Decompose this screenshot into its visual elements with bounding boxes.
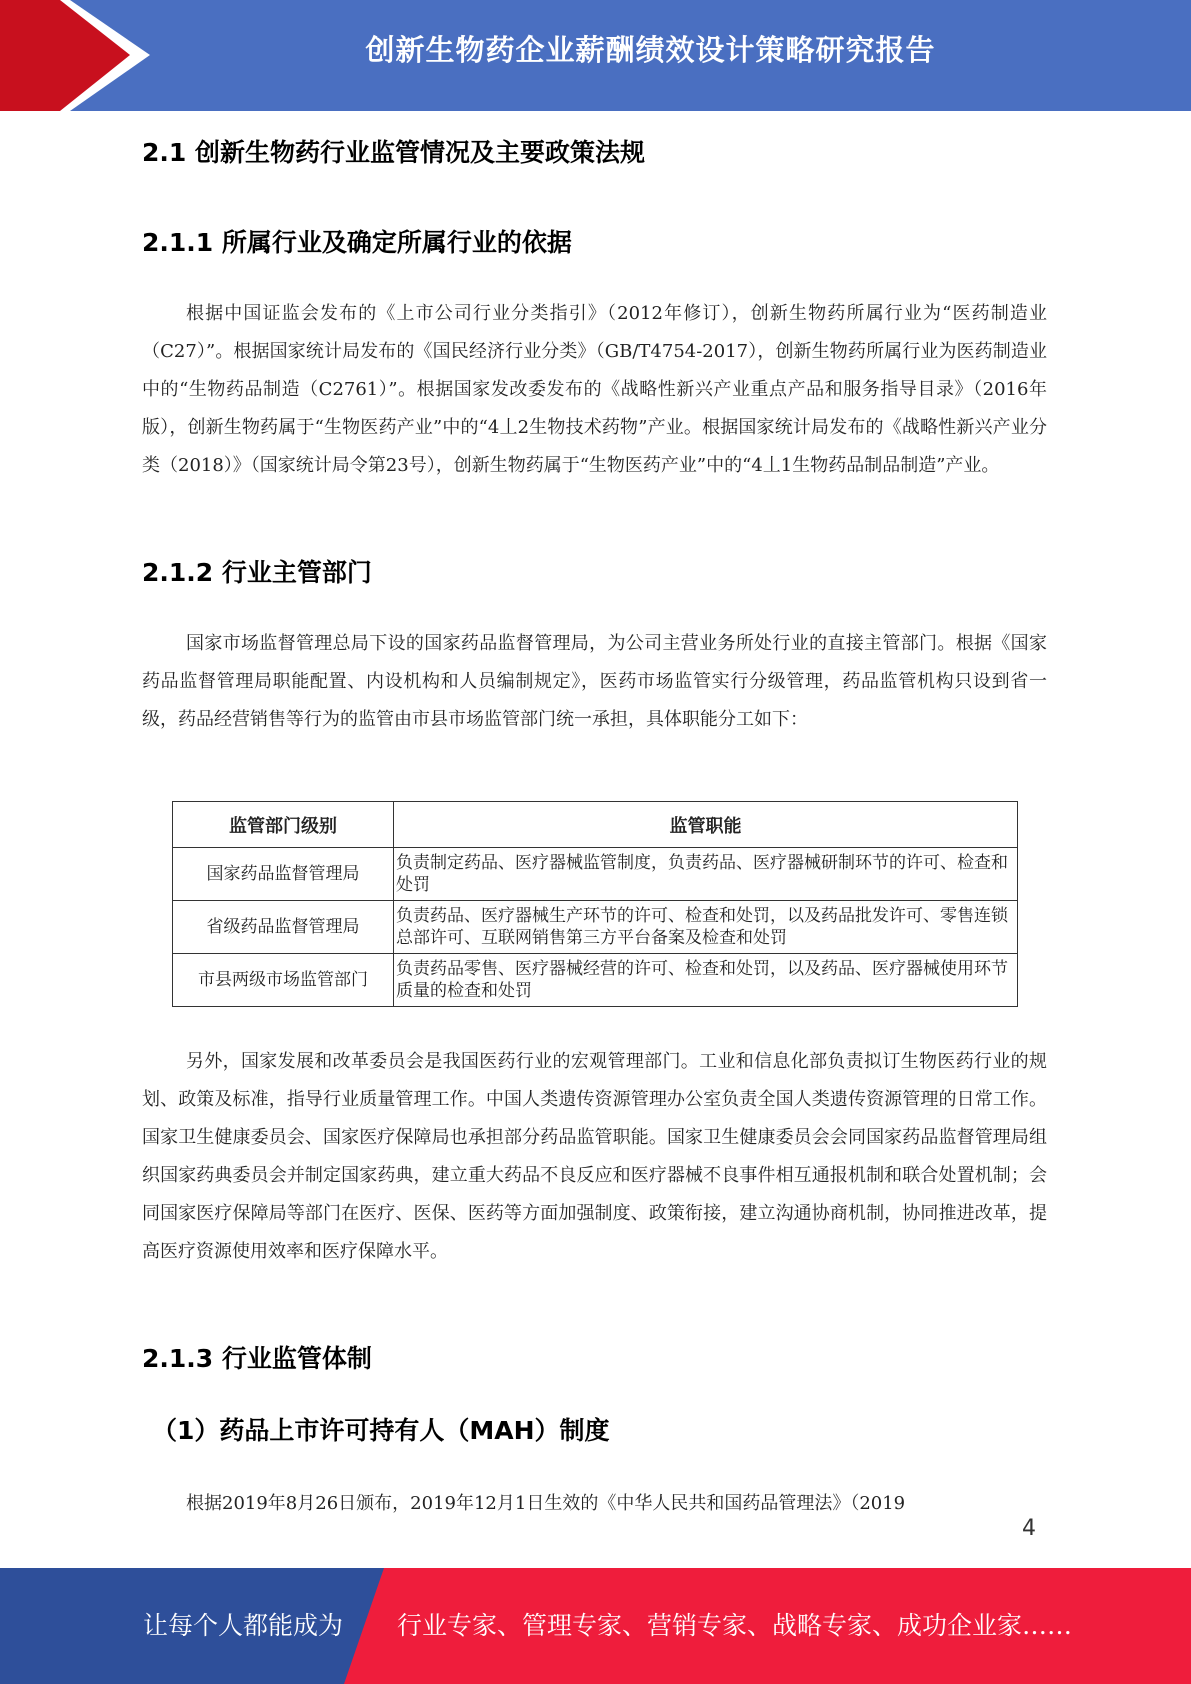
table-cell-level: 国家药品监督管理局 (173, 848, 394, 901)
page-header (0, 0, 1191, 111)
footer-slogan-right: 行业专家、管理专家、营销专家、战略专家、成功企业家…… (397, 1611, 1073, 1640)
table-cell-level: 省级药品监督管理局 (173, 901, 394, 954)
table-row (173, 901, 1018, 954)
paragraph-regulator: 国家市场监督管理总局下设的国家药品监督管理局，为公司主营业务所处行业的直接主管部门。根据《国家药品监督管理局职能配置、内设机构和人员编制规定》，医药市场监管实行分级管理，药品监管机构只设到省一级，药品经营销售等行为的监管由市县市场监管部门统一承担，具体职能分工如下： (142, 633, 1047, 730)
table-row (173, 848, 1018, 901)
table-header-level: 监管部门级别 (173, 802, 394, 848)
report-title: 创新生物药企业薪酬绩效设计策略研究报告 (365, 33, 936, 67)
section-heading-2-1-2: 2.1.2 行业主管部门 (142, 558, 372, 587)
footer-slogan-left: 让每个人都能成为 (143, 1611, 344, 1640)
table-row (173, 954, 1018, 1007)
regulation-table (172, 801, 1018, 1007)
section-heading-2-1-3: 2.1.3 行业监管体制 (142, 1344, 372, 1373)
table-cell-duty: 负责药品零售、医疗器械经营的许可、检查和处罚，以及药品、医疗器械使用环节质量的检查和处罚 (394, 954, 1018, 1007)
table-header-duty: 监管职能 (394, 802, 1018, 848)
table-cell-duty: 负责药品、医疗器械生产环节的许可、检查和处罚，以及药品批发许可、零售连锁总部许可、互联网销售第三方平台备案及检查和处罚 (394, 901, 1018, 954)
table-header-row (173, 802, 1018, 848)
section-heading-2-1-1: 2.1.1 所属行业及确定所属行业的依据 (142, 228, 572, 257)
paragraph-other-regulators: 另外，国家发展和改革委员会是我国医药行业的宏观管理部门。工业和信息化部负责拟订生物医药行业的规划、政策及标准，指导行业质量管理工作。中国人类遗传资源管理办公室负责全国人类遗传资源管理的日常工作。国家卫生健康委员会、国家医疗保障局也承担部分药品监管职能。国家卫生健康委员会会同国家药品监督管理局组织国家药典委员会并制定国家药典，建立重大药品不良反应和医疗器械不良事件相互通报机制和联合处置机制；会同国家医疗保障局等部门在医疗、医保、医药等方面加强制度、政策衔接，建立沟通协商机制，协同推进改革，提高医疗资源使用效率和医疗保障水平。 (142, 1051, 1047, 1262)
paragraph-industry-classification: 根据中国证监会发布的《上市公司行业分类指引》（2012年修订），创新生物药所属行业为“医药制造业（C27）”。根据国家统计局发布的《国民经济行业分类》（GB/T4754-2017），创新生物药所属行业为医药制造业中的“生物药品制造（C2761）”。根据国家发改委发布的《战略性新兴产业重点产品和服务指导目录》（2016年版），创新生物药属于“生物医药产业”中的“4丄2生物技术药物”产业。根据国家统计局发布的《战略性新兴产业分类（2018）》（国家统计局令第23号），创新生物药属于“生物医药产业”中的“4丄1生物药品制品制造”产业。 (142, 303, 1047, 476)
table-cell-duty: 负责制定药品、医疗器械监管制度，负责药品、医疗器械研制环节的许可、检查和处罚 (394, 848, 1018, 901)
table-cell-level: 市县两级市场监管部门 (173, 954, 394, 1007)
page-number: 4 (1022, 1516, 1036, 1541)
paragraph-drug-law: 根据2019年8月26日颁布，2019年12月1日生效的《中华人民共和国药品管理法》（2019 (186, 1493, 906, 1514)
subsection-heading-mah: （1）药品上市许可持有人（MAH）制度 (152, 1416, 610, 1445)
header-arrow-decoration (0, 0, 150, 111)
section-heading-2-1: 2.1 创新生物药行业监管情况及主要政策法规 (142, 138, 645, 167)
page-footer (0, 1568, 1191, 1684)
